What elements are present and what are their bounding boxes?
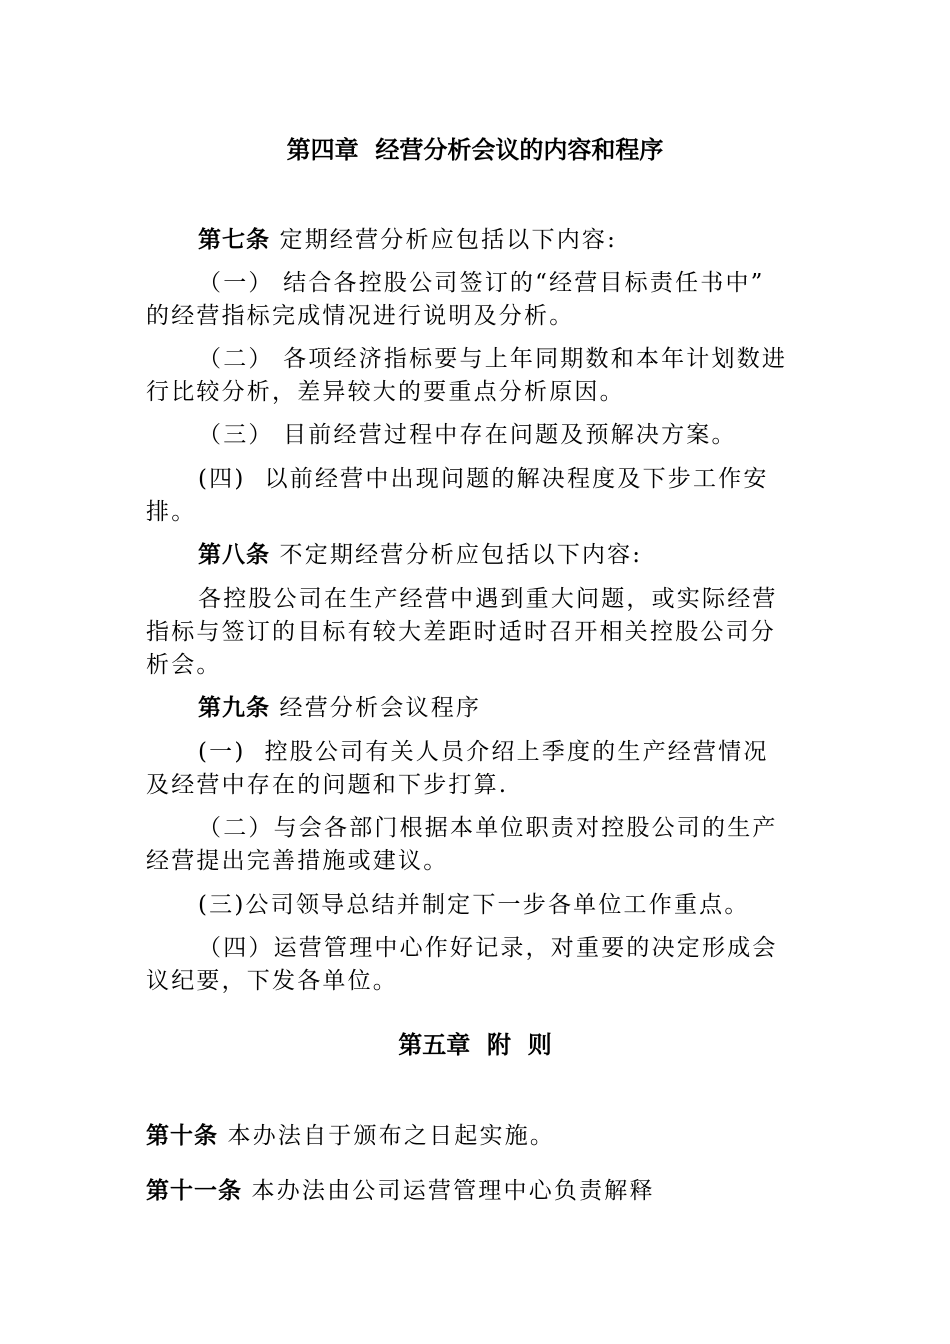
article-9-item-4: （四）运营管理中心作好记录，对重要的决定形成会	[198, 935, 778, 961]
article-7-item-4-cont: 排。	[146, 499, 197, 525]
article-8-paragraph-cont-1: 指标与签订的目标有较大差距时适时召开相关控股公司分	[146, 619, 776, 645]
article-7-heading	[198, 225, 617, 255]
article-7-item-2: （二） 各项经济指标要与上年同期数和本年计划数进	[198, 346, 788, 372]
article-9-text: 经营分析会议程序	[270, 695, 482, 721]
article-9-item-2: （二）与会各部门根据本单位职责对控股公司的生产	[198, 815, 778, 841]
article-11-label: 第十一条	[146, 1178, 242, 1204]
article-8-paragraph-cont-2: 析会。	[146, 652, 222, 678]
article-8-text: 不定期经营分析应包括以下内容:	[270, 542, 643, 568]
article-8-paragraph: 各控股公司在生产经营中遇到重大问题，或实际经营	[198, 586, 778, 612]
article-7-item-3: （三） 目前经营过程中存在问题及预解决方案。	[198, 422, 737, 448]
article-9-item-2-cont: 经营提出完善措施或建议。	[146, 848, 449, 874]
chapter-4-heading: 第四章 经营分析会议的内容和程序	[286, 136, 664, 164]
article-7-text: 定期经营分析应包括以下内容:	[270, 227, 618, 253]
article-7-item-4: (四) 以前经营中出现问题的解决程度及下步工作安	[198, 466, 769, 492]
article-8-heading	[198, 540, 642, 570]
article-7-item-1: （一） 结合各控股公司签订的“经营目标责任书中”	[198, 270, 765, 296]
article-9-label: 第九条	[198, 695, 270, 721]
article-7-label: 第七条	[198, 227, 270, 253]
article-9-item-1: (一) 控股公司有关人员介绍上季度的生产经营情况	[198, 739, 769, 765]
article-7-item-1-cont: 的经营指标完成情况进行说明及分析。	[146, 303, 575, 329]
article-9-item-4-cont: 议纪要，下发各单位。	[146, 968, 398, 994]
chapter-5-heading: 第五章 附 则	[398, 1031, 552, 1059]
article-11	[146, 1176, 655, 1206]
article-8-label: 第八条	[198, 542, 270, 568]
article-10-text: 本办法自于颁布之日起实施。	[218, 1123, 556, 1149]
article-10-label: 第十条	[146, 1123, 218, 1149]
article-7-item-2-cont: 行比较分析，差异较大的要重点分析原因。	[146, 379, 625, 405]
article-9-item-3: (三)公司领导总结并制定下一步各单位工作重点。	[198, 892, 750, 918]
article-9-item-1-cont: 及经营中存在的问题和下步打算.	[146, 772, 509, 798]
article-11-text: 本办法由公司运营管理中心负责解释	[242, 1178, 655, 1204]
article-9-heading	[198, 693, 481, 723]
article-10	[146, 1121, 555, 1151]
